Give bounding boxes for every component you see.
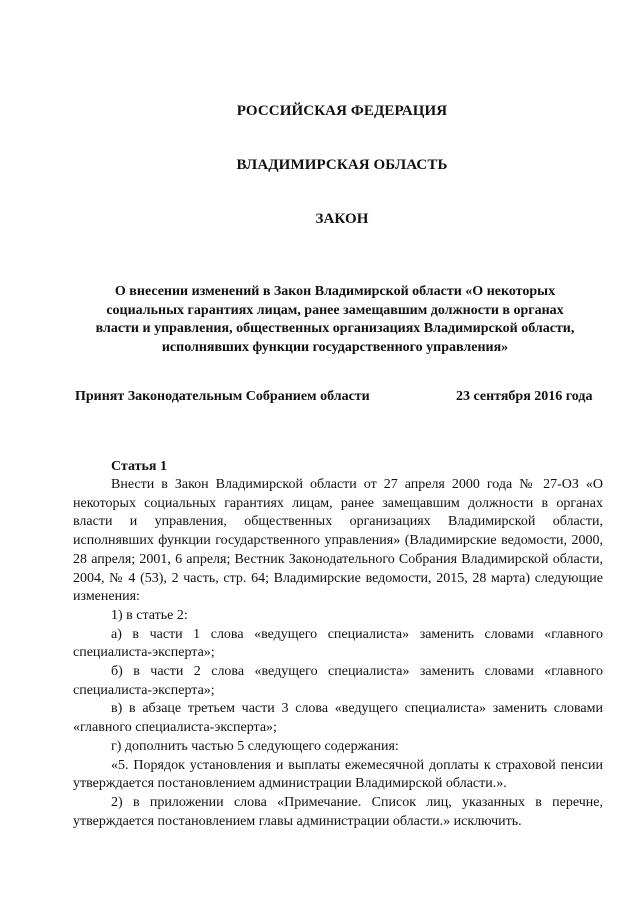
article-paragraph: «5. Порядок установления и выплаты ежемесячной доплаты к страховой пенсии утверждается постановлением администрации Владимирской области.». (73, 757, 603, 792)
law-title (70, 283, 600, 357)
region-heading: ВЛАДИМИРСКАЯ ОБЛАСТЬ (236, 157, 448, 173)
article-paragraph: 2) в приложении слова «Примечание. Список лиц, указанных в перечне, утверждается постановлением главы администрации области.» исключить. (73, 794, 603, 829)
article-paragraph: а) в части 1 слова «ведущего специалиста» заменить словами «главного специалиста-эксперта»; (73, 626, 603, 661)
document-type-heading: ЗАКОН (315, 211, 369, 227)
article-paragraph: 1) в статье 2: (111, 607, 188, 623)
adoption-date: 23 сентября 2016 года (456, 389, 593, 404)
law-title-line: О внесении изменений в Закон Владимирской области «О некоторых (114, 284, 556, 299)
article-body (73, 476, 603, 831)
law-title-line: исполнявших функции государственного управления» (161, 339, 509, 355)
country-heading: РОССИЙСКАЯ ФЕДЕРАЦИЯ (236, 103, 448, 119)
law-title-line: власти и управления, общественных организациях Владимирской области, (95, 321, 575, 336)
article-heading: Статья 1 (111, 459, 167, 474)
article-paragraph: Внести в Закон Владимирской области от 27 апреля 2000 года № 27-ОЗ «О некоторых социальных гарантиях лицам, ранее замещавшим должности в органах власти и управления, общественных организациях Владимирской области, исполнявших функции государственного управления» (Владимирские ведомости, 2000, 28 апреля; 2001, 6 апреля; Вестник Законодательного Собрания Владимирской области, 2004, № 4 (53), 2 часть, стр. 64; Владимирские ведомости, 2015, 28 марта) следующие изменения: (73, 477, 603, 605)
article-paragraph: в) в абзаце третьем части 3 слова «ведущего специалиста» заменить словами «главного специалиста-эксперта»; (73, 701, 603, 736)
article-paragraph: б) в части 2 слова «ведущего специалиста» заменить словами «главного специалиста-эксперта»; (73, 664, 603, 698)
adopted-by: Принят Законодательным Собранием области (75, 389, 370, 404)
law-title-line: социальных гарантиях лицам, ранее замещавшим должности в органах (106, 302, 564, 318)
article-paragraph: г) дополнить частью 5 следующего содержания: (111, 738, 399, 754)
